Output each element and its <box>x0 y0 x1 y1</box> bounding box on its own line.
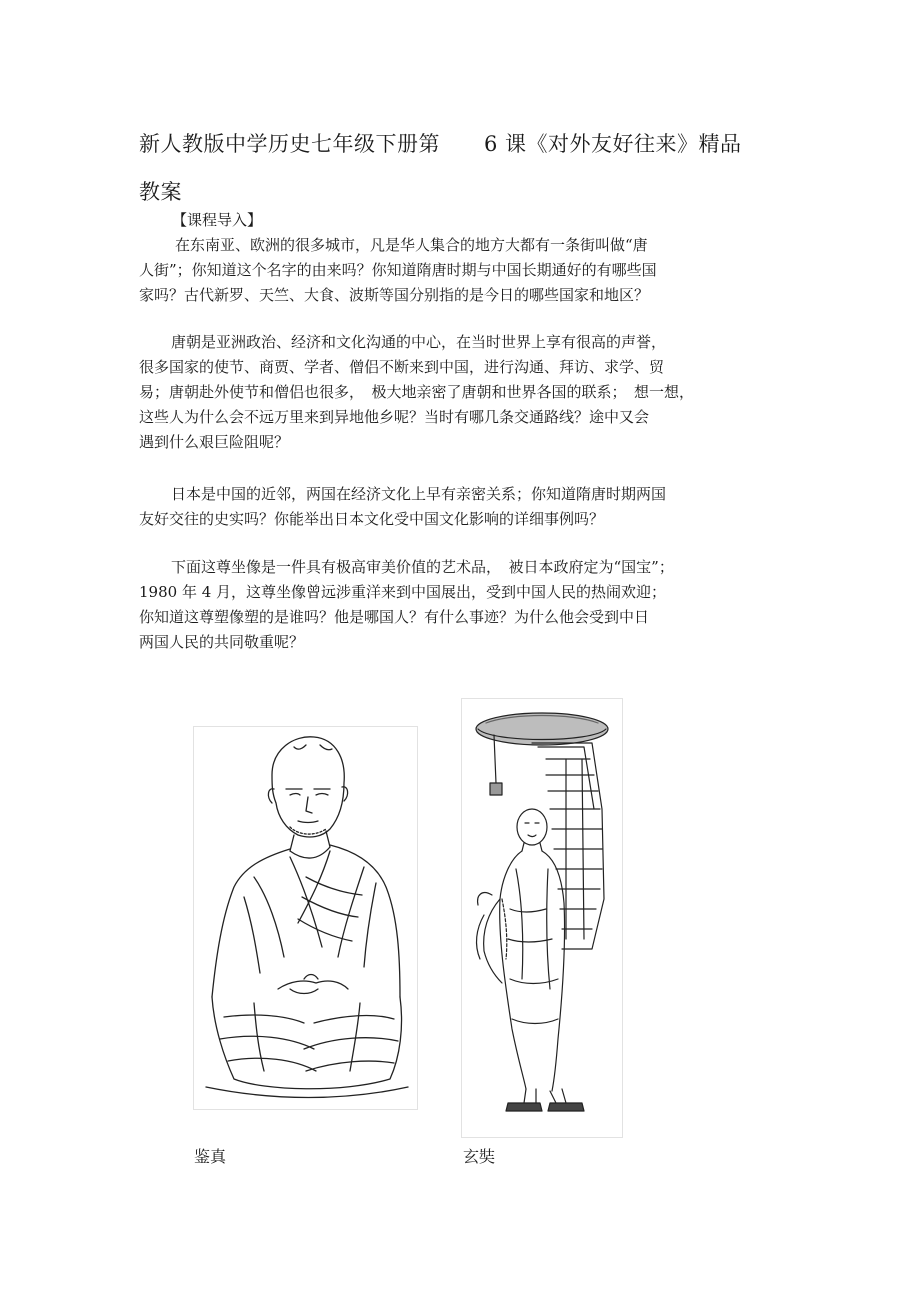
paragraph-line: 两国人民的共同敬重呢？ <box>139 633 305 651</box>
paragraph-line: 唐朝是亚洲政治、经济和文化沟通的中心，在当时世界上享有很高的声誉， <box>171 333 667 351</box>
caption-xuanzang: 玄奘 <box>463 1147 496 1166</box>
paragraph-line: 你知道这尊塑像塑的是谁吗？他是哪国人？有什么事迹？为什么他会受到中日 <box>139 608 650 626</box>
paragraph-line: 下面这尊坐像是一件具有极高审美价值的艺术品， 被日本政府定为“国宝”； <box>171 558 674 576</box>
paragraph-line: 易；唐朝赴外使节和僧侣也很多， 极大地亲密了唐朝和世界各国的联系； 想一想， <box>139 383 695 401</box>
paragraph-line: 日本是中国的近邻，两国在经济文化上早有亲密关系；你知道隋唐时期两国 <box>171 485 667 503</box>
section-heading: 【课程导入】 <box>172 211 263 229</box>
paragraph-line: 这些人为什么会不远万里来到异地他乡呢？当时有哪几条交通路线？途中又会 <box>139 408 650 426</box>
paragraph-japan <box>139 482 799 532</box>
paragraph-intro <box>139 233 799 308</box>
paragraph-line: 友好交往的史实吗？你能举出日本文化受中国文化影响的详细事例吗？ <box>139 510 605 528</box>
title-part-3: 教案 <box>139 180 182 204</box>
title-part-1: 新人教版中学历史七年级下册第 <box>139 132 440 156</box>
paragraph-line: 在东南亚、欧洲的很多城市，凡是华人集合的地方大都有一条街叫做“唐 <box>175 236 648 254</box>
paragraph-line: 家吗？古代新罗、天竺、大食、波斯等国分别指的是今日的哪些国家和地区？ <box>139 286 650 304</box>
seated-monk-drawing <box>194 727 417 1109</box>
document-title <box>139 120 819 216</box>
paragraph-line: 1980 年 4 月，这尊坐像曾远涉重洋来到中国展出，受到中国人民的热闹欢迎； <box>139 583 667 601</box>
travelling-monk-drawing <box>462 699 622 1137</box>
jianzhen-illustration <box>193 726 418 1110</box>
xuanzang-illustration <box>461 698 623 1138</box>
paragraph-line: 很多国家的使节、商贾、学者、僧侣不断来到中国，进行沟通、拜访、求学、贸 <box>139 358 665 376</box>
title-part-2: 6 课《对外友好往来》精品 <box>484 132 742 156</box>
caption-jianzhen: 鉴真 <box>194 1147 227 1166</box>
paragraph-line: 遇到什么艰巨险阻呢？ <box>139 433 290 451</box>
paragraph-line: 人街”；你知道这个名字的由来吗？你知道隋唐时期与中国长期通好的有哪些国 <box>139 261 657 279</box>
paragraph-statue <box>139 555 799 655</box>
paragraph-tang <box>139 330 799 455</box>
